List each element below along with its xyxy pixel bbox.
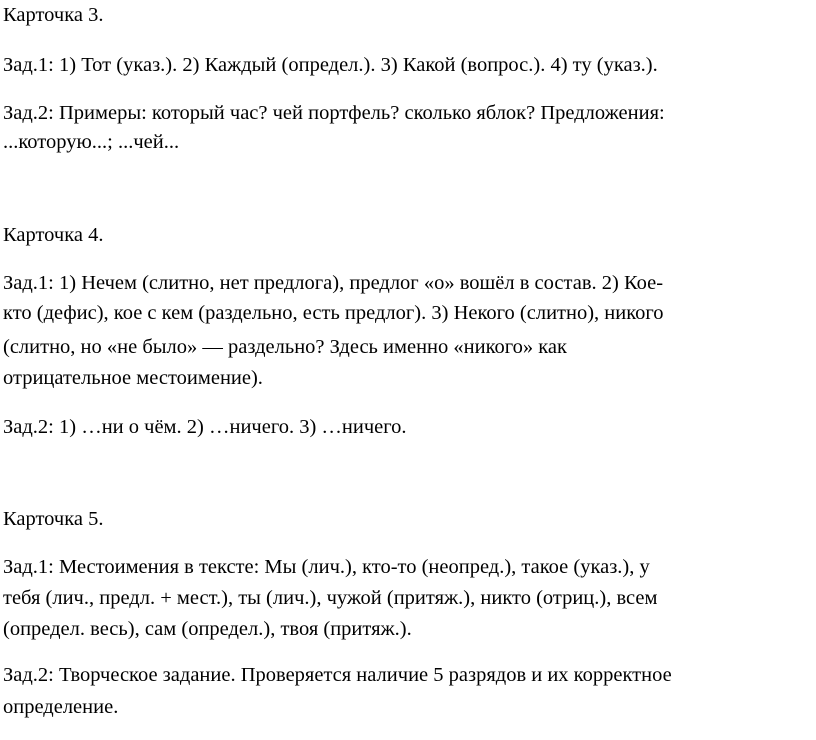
task-text-line: отрицательное местоимение). xyxy=(3,367,263,389)
task-text-line: Зад.2: Творческое задание. Проверяется наличие 5 разрядов и их корректное xyxy=(3,664,672,686)
task-text-line: определение. xyxy=(3,696,119,718)
card-title: Карточка 5. xyxy=(3,508,104,530)
task-text-line: тебя (лич., предл. + мест.), ты (лич.), чужой (притяж.), никто (отриц.), всем xyxy=(3,587,658,609)
task-text-line: Зад.1: 1) Нечем (слитно, нет предлога), предлог «о» вошёл в состав. 2) Кое- xyxy=(3,272,664,294)
task-text-line: Зад.2: Примеры: который час? чей портфель? сколько яблок? Предложения: xyxy=(3,102,665,124)
task-text-line: кто (дефис), кое с кем (раздельно, есть предлог). 3) Некого (слитно), никого xyxy=(3,302,664,324)
task-text-line: (определ. весь), сам (определ.), твоя (притяж.). xyxy=(3,618,412,640)
task-text-line: Зад.1: Местоимения в тексте: Мы (лич.), кто-то (неопред.), такое (указ.), у xyxy=(3,556,650,578)
task-text-line: ...которую...; ...чей... xyxy=(3,131,180,153)
task-text-line: (слитно, но «не было» — раздельно? Здесь именно «никого» как xyxy=(3,336,567,358)
card-title: Карточка 3. xyxy=(3,4,104,26)
task-text-line: Зад.2: 1) …ни о чём. 2) …ничего. 3) …ничего. xyxy=(3,416,407,438)
card-title: Карточка 4. xyxy=(3,224,104,246)
task-text-line: Зад.1: 1) Тот (указ.). 2) Каждый (определ.). 3) Какой (вопрос.). 4) ту (указ.). xyxy=(3,54,658,76)
